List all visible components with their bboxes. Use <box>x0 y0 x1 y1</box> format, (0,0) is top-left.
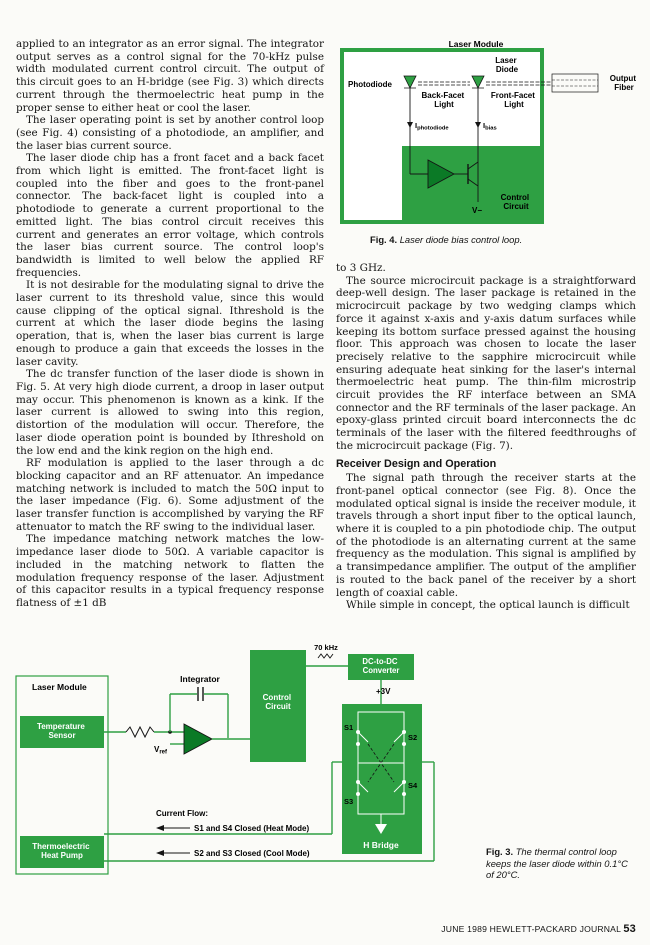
paragraph: The impedance matching network matches the low-impedance laser diode to 50Ω. A variable capacitor is included in the matching network to flatten the modulation frequency response of the laser. Adjustment of this capacitor results in a typical frequency response flatness of ±1 dB <box>16 533 324 609</box>
paragraph: The source microcircuit package is a straightforward deep-well design. The laser package is retained in the microcircuit package by two wedging clamps which force it against x-axis and y-axis datum surfaces while keeping its bottom surface pressed against the housing floor. This approach was chosen to locate the laser precisely relative to the sapphire microcircuit while ensuring adequate heat sinking for the laser's internal thermoelectric heat pump. The thin-film microstrip circuit provides the RF interface between an SMA connector and the RF terminals of the laser package. An epoxy-glass printed circuit board interconnects the dc terminals of the laser with the filtered feedthroughs of the microcircuit package (Fig. 7). <box>336 274 636 452</box>
fig3-label-line: Thermoelectric <box>32 842 90 851</box>
fig3-integrator-label: Integrator <box>180 674 220 684</box>
fig4-front-facet-line: Light <box>504 100 524 109</box>
paragraph: The dc transfer function of the laser diode is shown in Fig. 5. At very high diode current, a droop in laser output may occur. This phenomenon is known as a kink. If the laser current is allowed to swing into this region, distortion of the modulation will occur. Therefore, the laser diode operation point is bounded by Ithreshold on the low end and the kink region on the high end. <box>16 368 324 457</box>
fig4-output-fiber-line: Output <box>609 74 636 83</box>
fig4-v-minus-label: V− <box>472 206 483 215</box>
fig4-laser-diode-line: Laser <box>495 56 517 65</box>
fig3-resistor-symbol <box>126 727 154 737</box>
fig4-subscript: bias <box>485 125 497 132</box>
right-text-column <box>336 262 636 612</box>
fig3-caption <box>486 846 636 881</box>
fig3-frequency-label: 70 kHz <box>314 643 338 652</box>
fig4-front-facet-line: Front-Facet <box>490 91 535 100</box>
fig3-s4-label: S4 <box>408 781 418 790</box>
fig3-vref-label: Vref <box>154 745 168 756</box>
fig3-label-line: Heat Pump <box>41 851 83 860</box>
fig3-caption-label: Fig. 3. <box>486 846 514 857</box>
fig4-lower-left-panel <box>344 146 402 220</box>
fig4-i-photodiode-label: $I_{photodiode}$ <box>415 121 449 132</box>
fig3-dc-converter-label <box>362 657 399 675</box>
page-number: 53 <box>623 923 636 935</box>
paragraph: applied to an integrator as an error signal. The integrator output serves as a control signal for the 70-kHz pulse width modulated current control circuit. The output of this circuit goes to an H-bridge (see Fig. 3) which directs current through the thermoelectric heat pump in the proper sense to either heat or cool the laser. <box>16 38 324 114</box>
fig3-switch-contact <box>402 792 406 796</box>
fig3-switch-contact <box>356 742 360 746</box>
fig4-subscript: photodiode <box>417 125 449 132</box>
paragraph: While simple in concept, the optical launch is difficult <box>346 599 630 612</box>
fig4-caption-text: Laser diode bias control loop. <box>399 234 523 245</box>
fig4-caption <box>370 234 630 246</box>
fig3-cool-mode-label: S2 and S3 Closed (Cool Mode) <box>194 849 310 858</box>
paragraph: RF modulation is applied to the laser through a dc blocking capacitor and an RF attenuator. An impedance matching network is included to match the 50Ω input to the laser impedance (Fig. 6). Some adjustment of the laser transfer function is accomplished by varying the RF attenuator to match the RF swing to the individual laser. <box>16 457 324 533</box>
paragraph: The signal path through the receiver starts at the front-panel optical connector (see Fig. 8). Once the modulated optical signal is inside the receiver module, it travels through a short input fiber to the optical launch, where it is coupled to a pin photodiode chip. The output of the photodiode is an alternating current at the same frequency as the modulation. This signal is amplified by a transimpedance amplifier. The output of the amplifier is routed to the back panel of the receiver by a short length of coaxial cable. <box>336 472 636 599</box>
fig3-arrow-left-icon <box>156 825 164 831</box>
fig3-h-bridge-label: H Bridge <box>363 840 399 850</box>
fig4-i-bias-label: $I_{bias}$ <box>483 121 497 132</box>
fig3-pulse-icon <box>318 654 333 658</box>
fig3-switch-contact <box>356 792 360 796</box>
fig3-label-line: Converter <box>362 666 400 675</box>
fig3-integrator-amplifier <box>184 724 212 754</box>
fig3-label-line: Sensor <box>48 731 76 740</box>
fig3-s1-label: S1 <box>344 723 354 732</box>
fig4-title: Laser Module <box>448 39 504 49</box>
fig4-photodiode-label: Photodiode <box>348 80 392 89</box>
fig3-label-line: DC-to-DC <box>362 657 398 666</box>
fig3-current-flow-label: Current Flow: <box>156 809 208 818</box>
fig3-heat-mode-label: S1 and S4 Closed (Heat Mode) <box>194 824 310 833</box>
fig4-back-facet-line: Light <box>434 100 454 109</box>
fig3-arrow-left-icon <box>156 850 164 856</box>
fig4-diagram <box>336 36 636 232</box>
paragraph: It is not desirable for the modulating signal to drive the laser current to its threshold value, since this would cause clipping of the optical signal. Ithreshold is the current at which the laser diode begins the lasing operation, that is, when the laser bias current is large enough to produce a gain that exceeds the losses in the laser cavity. <box>16 279 324 368</box>
journal-name: JUNE 1989 HEWLETT-PACKARD JOURNAL <box>441 924 621 934</box>
fig4-output-fiber-label <box>610 74 636 92</box>
page-footer <box>441 923 636 935</box>
section-heading: Receiver Design and Operation <box>336 457 497 470</box>
fig4-laser-diode-label <box>495 56 519 74</box>
fig4-output-fiber <box>552 74 598 92</box>
fig3-s2-label: S2 <box>408 733 418 742</box>
fig4-laser-diode-line: Diode <box>495 65 519 74</box>
fig3-label-line: Temperature <box>36 722 85 731</box>
fig3-subscript: ref <box>159 749 168 756</box>
fig3-laser-module-label: Laser Module <box>32 682 87 692</box>
fig4-back-facet-line: Back-Facet <box>421 91 465 100</box>
fig3-caption-text: The thermal control loop keeps the laser diode within 0.1°C of 20°C. <box>486 846 628 880</box>
paragraph: The laser operating point is set by another control loop (see Fig. 4) consisting of a photodiode, an amplifier, and the laser bias current source. <box>16 114 324 152</box>
fig3-switch-contact <box>402 742 406 746</box>
fig4-caption-label: Fig. 4. <box>370 234 398 245</box>
left-text-column <box>16 38 324 610</box>
fig3-diagram <box>14 636 484 886</box>
fig3-label-line: Control <box>262 693 292 702</box>
paragraph: The laser diode chip has a front facet and a back facet from which light is emitted. The front-facet light is coupled into the fiber and goes to the front-panel connector. The back-facet light is coupled into a photodiode to generate a current proportional to the emitted light. The bias control circuit receives this current and generates an error voltage, which controls the laser bias current source. The control loop's bandwidth is limited to well below the applied RF frequencies. <box>16 152 324 279</box>
fig3-label-line: Circuit <box>265 702 291 711</box>
fig4-control-circuit-line: Circuit <box>503 202 529 211</box>
fig3-heat-pump-label <box>32 842 92 860</box>
fig4-control-circuit-label <box>501 193 532 211</box>
fig3-plus3v-label: +3V <box>376 687 391 696</box>
fig4-control-circuit-line: Control <box>500 193 530 202</box>
fig4-output-fiber-line: Fiber <box>614 83 634 92</box>
fig3-control-circuit-label <box>263 693 294 711</box>
fig3-s3-label: S3 <box>344 797 354 806</box>
continuation-line: to 3 GHz. <box>336 262 386 274</box>
